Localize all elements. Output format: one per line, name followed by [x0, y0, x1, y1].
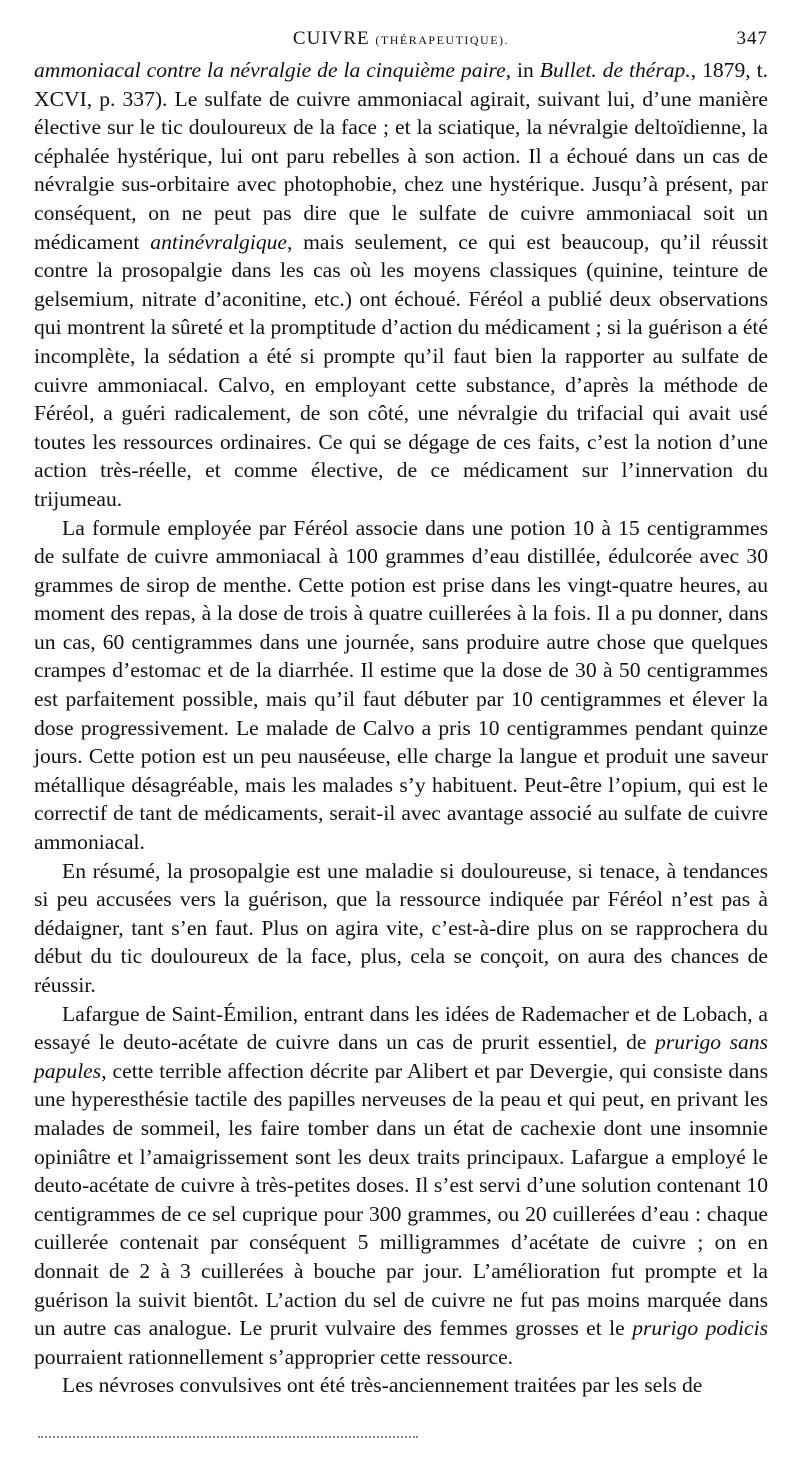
- text-run: En résumé, la prosopalgie est une maladie si douloureuse, si tenace, à tendances si peu accusées vers la guérison, que la ressource indiquée par Féréol n’est pas à dédaigner, tant s’en faut. Plus on agira vite, c’est-à-dire plus on se rapprochera du début du tic douloureux de la face, plus, cela se conçoit, on aura des chances de réussir.: [34, 858, 768, 997]
- paragraph-4: [34, 1000, 768, 1372]
- paragraph-1: [34, 56, 768, 514]
- text-run: , cette terrible affection décrite par Alibert et par Devergie, qui consiste dans une hyperesthésie tactile des papilles nerveuses de la peau et qui peut, en privant les malades de sommeil, les faire tomber dans un état de cachexie dont une insomnie opiniâtre et l’amaigrissement sont les deux traits principaux. Lafargue a employé le deuto-acétate de cuivre à très-petites doses. Il s’est servi d’une solution contenant 10 centigrammes de ce sel cuprique pour 300 grammes, ou 20 cuillerées d’eau : chaque cuillerée contenait par conséquent 5 milligrammes d’acétate de cuivre ; on en donnait de 2 à 3 cuillerées à bouche par jour. L’amélioration fut prompte et la guérison la suivit bientôt. L’action du sel de cuivre ne fut pas moins marquée dans un autre cas analogue. Le prurit vulvaire des femmes grosses et le: [34, 1058, 768, 1341]
- paragraph-2: [34, 514, 768, 857]
- document-page: [34, 28, 768, 1400]
- italic-run: antinévralgique: [150, 229, 287, 254]
- italic-run: Bullet. de thérap.: [539, 58, 691, 82]
- paragraph-5: [34, 1371, 768, 1400]
- text-run: pourraient rationnellement s’approprier cette ressource.: [34, 1344, 514, 1369]
- page-number: 347: [736, 28, 768, 49]
- text-run: , 1879, t. XCVI, p. 337). Le sulfate de cuivre ammoniacal agirait, suivant lui, d’une manière élective sur le tic douloureux de la face ; et la sciatique, la névralgie deltoïdienne, la céphalée hystérique, lui ont paru rebelles à son action. Il a échoué dans un cas de névralgie sus-orbitaire avec photophobie, chez une hystérique. Jusqu’à présent, par conséquent, on ne peut pas dire que le sulfate de cuivre ammoniacal soit un médicament: [34, 58, 768, 254]
- text-run: , mais seulement, ce qui est beaucoup, qu’il réussit contre la prosopalgie dans les cas où les moyens classiques (quinine, teinture de gelsemium, nitrate d’aconitine, etc.) ont échoué. Féréol a publié deux observations qui montrent la sûreté et la promptitude d’action du médicament ; si la guérison a été incomplète, la sédation a été si prompte qu’il faut bien la rapporter au sulfate de cuivre ammoniacal. Calvo, en employant cette substance, d’après la méthode de Féréol, a guéri radicalement, de son côté, une névralgie du trifacial qui avait usé toutes les ressources ordinaires. Ce qui se dégage de ces faits, c’est la notion d’une action très-réelle, et comme élective, de ce médicament sur l’innervation du trijumeau.: [34, 229, 768, 511]
- footer-dotted-rule: [38, 1436, 418, 1438]
- italic-run: prurigo podicis: [632, 1316, 768, 1341]
- italic-run: prurigo sans papules: [34, 1030, 768, 1083]
- text-run: Lafargue de Saint-Émilion, entrant dans les idées de Rademacher et de Lobach, a essayé le deuto-acétate de cuivre dans un cas de prurit essentiel, de: [34, 1001, 768, 1055]
- running-head: [34, 28, 768, 56]
- running-title: [34, 28, 768, 50]
- italic-run: ammoniacal contre la névralgie de la cinquième paire: [34, 58, 506, 82]
- running-title-main: CUIVRE: [292, 28, 370, 49]
- text-run: , in: [505, 58, 540, 82]
- running-title-sub: (THÉRAPEUTIQUE).: [375, 33, 510, 47]
- text-run: Les névroses convulsives ont été très-anciennement traitées par les sels de: [62, 1373, 703, 1398]
- paragraph-3: [34, 857, 768, 1000]
- text-run: La formule employée par Féréol associe dans une potion 10 à 15 centigrammes de sulfate de cuivre ammoniacal à 100 grammes d’eau distillée, édulcorée avec 30 grammes de sirop de menthe. Cette potion est prise dans les vingt-quatre heures, au moment des repas, à la dose de trois à quatre cuillerées à la fois. Il a pu donner, dans un cas, 60 centigrammes dans une journée, sans produire autre chose que quelques crampes d’estomac et de la diarrhée. Il estime que la dose de 30 à 50 centigrammes est parfaitement possible, mais qu’il faut débuter par 10 centigrammes et élever la dose progressivement. Le malade de Calvo a pris 10 centigrammes pendant quinze jours. Cette potion est un peu nauséeuse, elle charge la langue et produit une saveur métallique désagréable, mais les malades s’y habituent. Peut-être l’opium, qui est le correctif de tant de médicaments, serait-il avec avantage associé au sulfate de cuivre ammoniacal.: [34, 515, 768, 855]
- body-text: [34, 56, 768, 1400]
